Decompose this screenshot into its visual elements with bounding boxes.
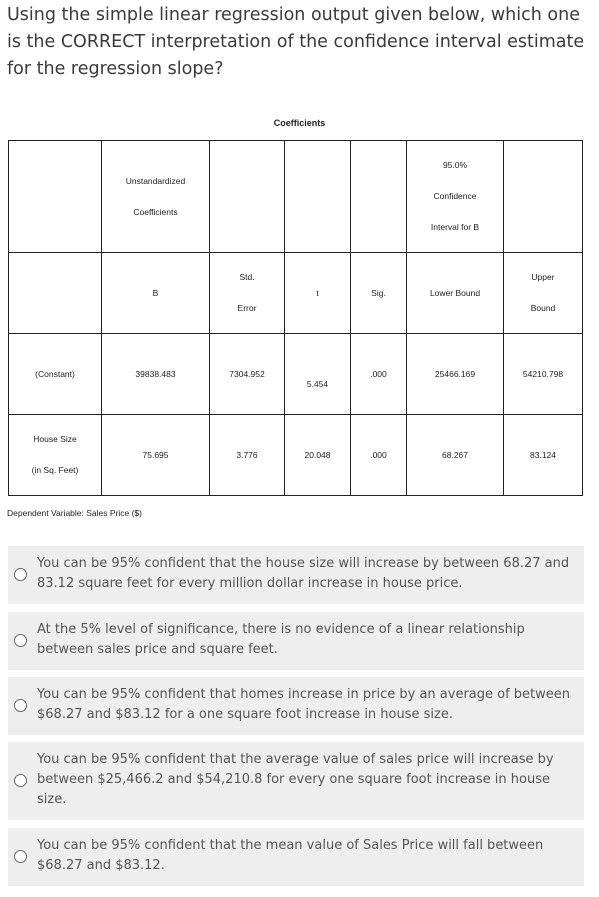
answer-option-2[interactable] [8, 612, 584, 670]
header-text: 95.0% [442, 160, 468, 170]
header-empty-cell [504, 141, 583, 253]
radio-button-icon[interactable] [14, 699, 27, 712]
cell-t-value: 5.454 [306, 378, 329, 389]
header-upper-bound [504, 253, 583, 334]
header-empty-cell [210, 141, 285, 253]
header-text: Upper [531, 272, 555, 282]
cell-b: 75.695 [102, 415, 210, 496]
row-label-text: (in Sq. Feet) [31, 465, 79, 475]
cell-upper-bound: 54210.798 [504, 334, 583, 415]
option-text: You can be 95% confident that homes increase in price by an average of between $68.27 and $83.12 for a one square foot increase in house size. [37, 687, 571, 722]
header-empty-cell [351, 141, 407, 253]
header-text: Interval for B [430, 222, 480, 232]
header-empty-cell [9, 141, 102, 253]
cell-b: 39838.483 [102, 334, 210, 415]
header-empty-cell [285, 141, 351, 253]
table-row-house-size [9, 415, 583, 496]
table-row-constant [9, 334, 583, 415]
row-label [9, 415, 102, 496]
row-label-text: House Size [33, 434, 77, 444]
table-title: Coefficients [273, 118, 326, 128]
radio-button-icon[interactable] [14, 850, 27, 863]
header-b: B [102, 253, 210, 334]
cell-std-error: 3.776 [210, 415, 285, 496]
header-unstandardized [102, 141, 210, 253]
header-empty-cell [9, 253, 102, 334]
option-text: At the 5% level of significance, there is no evidence of a linear relationship between sales price and square feet. [37, 622, 525, 657]
cell-sig: .000 [351, 415, 407, 496]
header-std-error [210, 253, 285, 334]
question-text: Using the simple linear regression output given below, which one is the CORRECT interpretation of the confidence interval estimate for the regression slope? [7, 5, 585, 79]
coefficients-table [8, 140, 583, 496]
radio-button-icon[interactable] [14, 774, 27, 787]
header-text: Confidence [433, 191, 477, 201]
cell-sig: .000 [351, 334, 407, 415]
header-lower-bound: Lower Bound [407, 253, 504, 334]
radio-button-icon[interactable] [14, 568, 27, 581]
table-header-row-2 [9, 253, 583, 334]
table-header-row-1 [9, 141, 583, 253]
header-t: t [285, 253, 351, 334]
option-text: You can be 95% confident that the house size will increase by between 68.27 and 83.12 square feet for every million dollar increase in house price. [37, 556, 570, 591]
answer-option-3[interactable] [8, 677, 584, 735]
cell-std-error: 7304.952 [210, 334, 285, 415]
answer-option-4[interactable] [8, 742, 584, 820]
option-text: You can be 95% confident that the average value of sales price will increase by between $25,466.2 and $54,210.8 for every one square foot increase in house size. [37, 752, 554, 807]
header-confidence-interval [407, 141, 504, 253]
header-text: Bound [530, 303, 556, 313]
answer-option-1[interactable] [8, 546, 584, 604]
cell-lower-bound: 25466.169 [407, 334, 504, 415]
option-text: You can be 95% confident that the mean value of Sales Price will fall between $68.27 and $83.12. [37, 838, 544, 873]
answer-option-5[interactable] [8, 828, 584, 886]
header-text: Error [237, 303, 257, 313]
cell-upper-bound: 83.124 [504, 415, 583, 496]
row-label: (Constant) [9, 334, 102, 415]
header-text: Unstandardized [125, 175, 186, 186]
header-text: Coefficients [133, 206, 178, 217]
header-text: Std. [239, 272, 255, 282]
radio-button-icon[interactable] [14, 634, 27, 647]
cell-t: 20.048 [285, 415, 351, 496]
table-footnote: Dependent Variable: Sales Price ($) [7, 508, 142, 518]
header-sig: Sig. [351, 253, 407, 334]
cell-lower-bound: 68.267 [407, 415, 504, 496]
cell-t [285, 334, 351, 415]
